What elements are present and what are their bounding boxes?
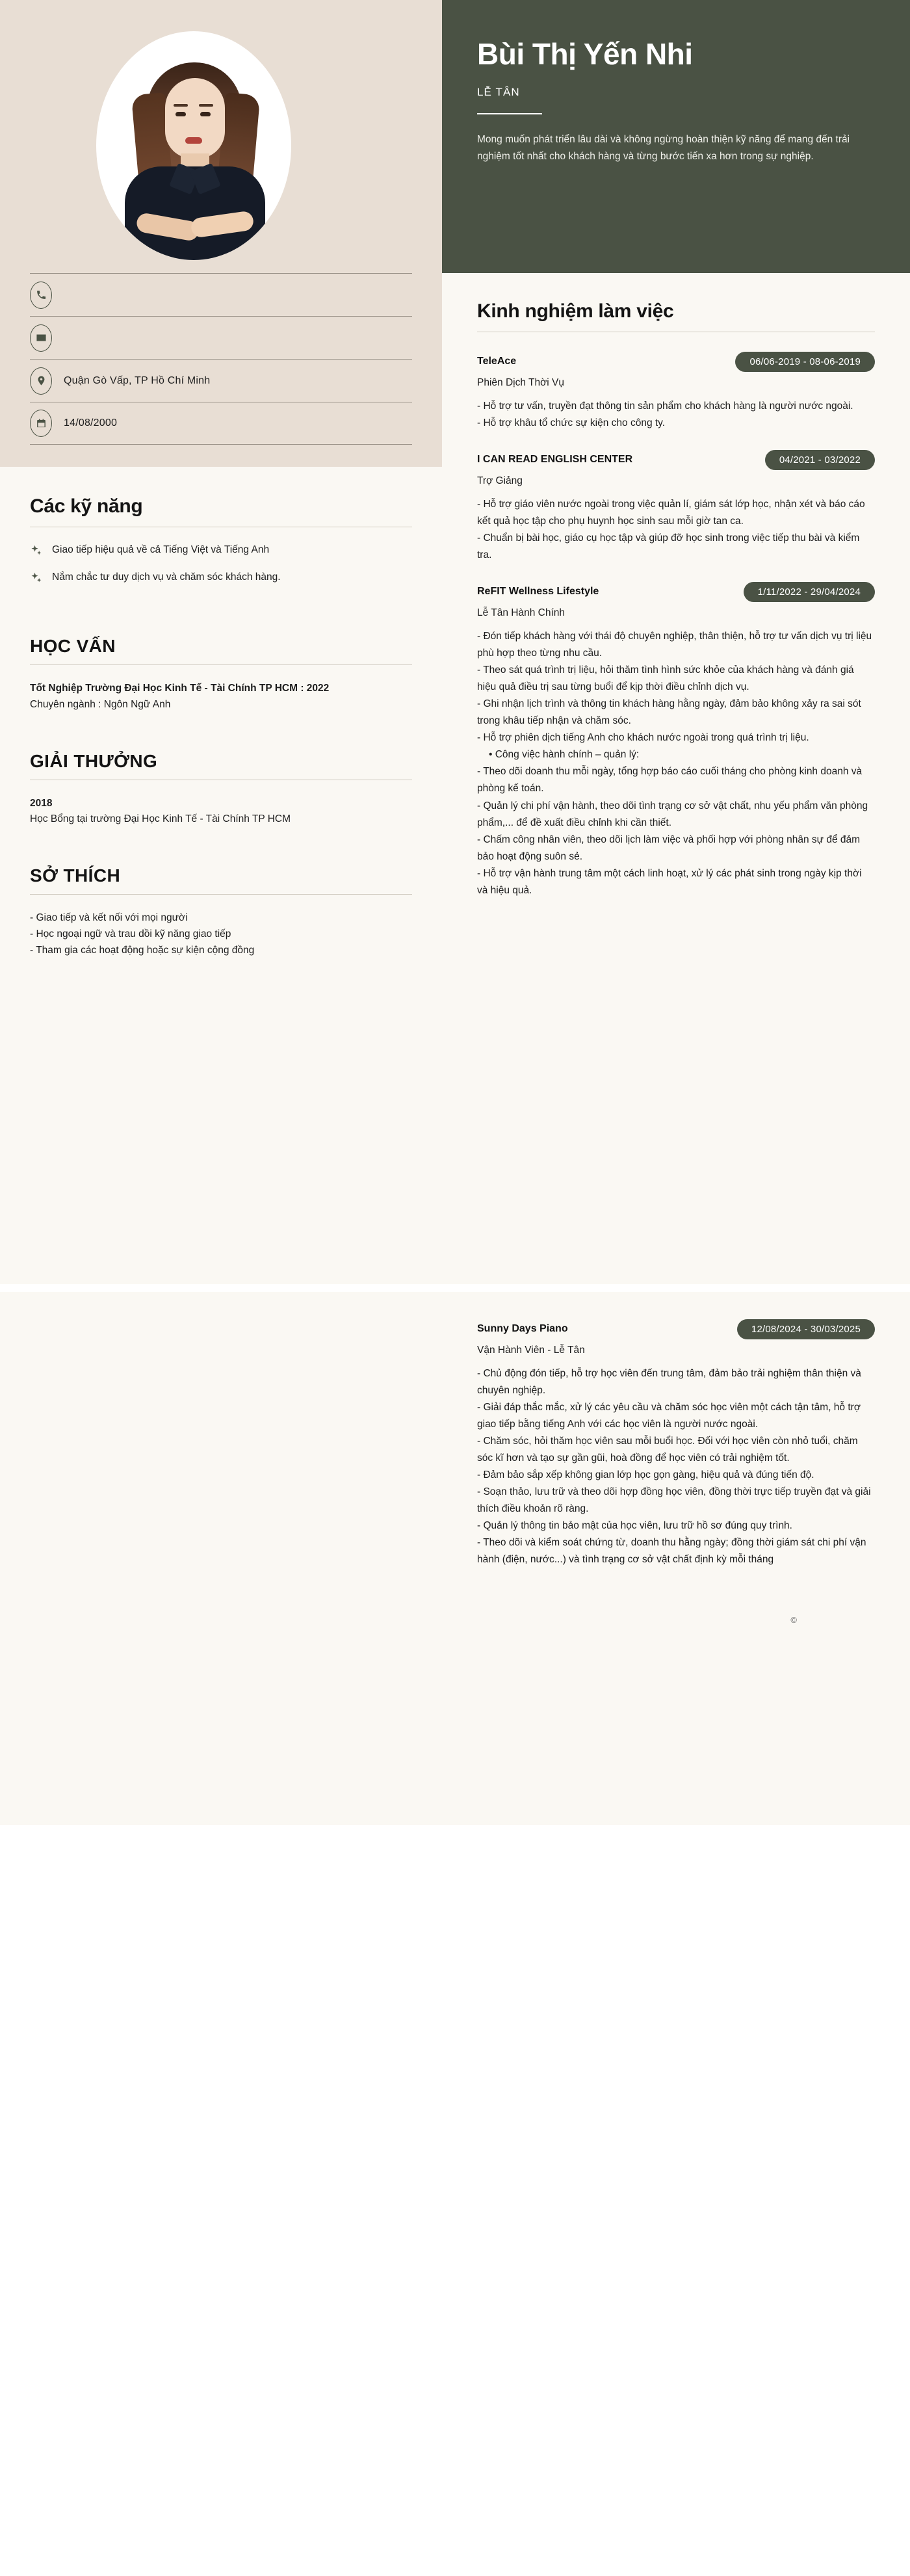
main-column: [442, 0, 910, 1284]
job-title: LỄ TÂN: [477, 85, 520, 98]
responsibility-item: - Hỗ trợ vận hành trung tâm một cách linh hoạt, xử lý các phát sinh trong ngày kịp thời và hiệu quả.: [477, 867, 862, 896]
hobbies-heading: SỞ THÍCH: [30, 865, 121, 886]
spacer: [477, 1625, 875, 1664]
date-badge: 12/08/2024 - 30/03/2025: [737, 1319, 875, 1339]
responsibility-item: - Hỗ trợ giáo viên nước ngoài trong việc quản lí, giám sát lớp học, nhận xét và báo cáo kết quả học tập cho phụ huynh học sinh sau mỗi giờ tan ca.: [477, 499, 865, 527]
resume-page-1: [0, 0, 910, 1284]
education-heading: HỌC VẤN: [30, 635, 116, 656]
company-name: TeleAce: [477, 356, 517, 367]
hobby-item: - Học ngoại ngữ và trau dồi kỹ năng giao tiếp: [30, 928, 231, 940]
position-title: Phiên Dịch Thời Vụ: [477, 377, 564, 388]
responsibility-item: - Hỗ trợ khâu tổ chức sự kiện cho công ty.: [477, 417, 666, 429]
responsibility-item: - Hỗ trợ tư vấn, truyền đạt thông tin sản phẩm cho khách hàng là người nước ngoài.: [477, 401, 853, 412]
experience-heading: Kinh nghiệm làm việc: [477, 300, 674, 322]
responsibility-item: - Giải đáp thắc mắc, xử lý các yêu cầu và chăm sóc học viên một cách tận tâm, hỗ trợ giao tiếp bằng tiếng Anh với các học viên là người nước ngoài.: [477, 1402, 861, 1430]
skills-section: [0, 467, 442, 585]
header-divider: [477, 113, 542, 114]
responsibility-item: - Hỗ trợ phiên dịch tiếng Anh cho khách nước ngoài trong quá trình trị liệu.: [477, 732, 809, 744]
spacer: [0, 828, 442, 865]
hobbies-section: [0, 865, 442, 958]
experience-item: [477, 450, 875, 564]
position-title: Vận Hành Viên - Lễ Tân: [477, 1345, 585, 1356]
education-section: [0, 636, 442, 713]
position-title: Lễ Tân Hành Chính: [477, 607, 566, 619]
experience-section: [442, 273, 910, 943]
eye-left: [176, 112, 186, 116]
lips: [185, 137, 202, 144]
contact-row-address: [30, 359, 412, 402]
page-background-tail: [0, 1825, 910, 2576]
experience-item-header: [477, 352, 875, 372]
awards-heading: GIẢI THƯỞNG: [30, 750, 158, 771]
responsibility-item: - Chấm công nhân viên, theo dõi lịch làm việc và phối hợp với phòng nhân sự để đảm bảo hoạt động suôn sẻ.: [477, 834, 861, 862]
skills-heading: Các kỹ năng: [30, 495, 143, 517]
experience-item: [477, 582, 875, 899]
responsibility-item: - Theo dõi doanh thu mỗi ngày, tổng hợp báo cáo cuối tháng cho phòng kinh doanh và phòng kế toán.: [477, 766, 863, 795]
resume-page-2: [0, 1292, 910, 1825]
list-item: [30, 543, 412, 557]
page-break: [0, 1284, 910, 1292]
experience-item-header: [477, 582, 875, 602]
address-value: Quận Gò Vấp, TP Hồ Chí Minh: [64, 375, 211, 386]
responsibility-list: [477, 1365, 875, 1568]
award-detail: Học Bổng tại trường Đại Học Kinh Tế - Tài Chính TP HCM: [30, 813, 291, 825]
responsibility-item: - Theo dõi và kiểm soát chứng từ, doanh thu hằng ngày; đồng thời giám sát chi phí vận hành (điện, nước...) và tình trạng cơ sở vật chất định kỳ mỗi tháng: [477, 1537, 866, 1566]
education-major: Chuyên ngành : Ngôn Ngữ Anh: [30, 698, 171, 710]
skill-text: Nắm chắc tư duy dịch vụ và chăm sóc khách hàng.: [52, 572, 281, 583]
responsibility-item: - Quản lý thông tin bảo mật của học viên, lưu trữ hồ sơ đúng quy trình.: [477, 1520, 792, 1532]
responsibility-list: [477, 398, 875, 432]
experience-item-header: [477, 450, 875, 470]
responsibility-item: - Đảm bảo sắp xếp không gian lớp học gọn gàng, hiệu quả và đúng tiến độ.: [477, 1469, 814, 1481]
hobbies-divider: [30, 894, 412, 895]
contact-list: [0, 273, 442, 467]
list-item: [30, 570, 412, 585]
sparkle-icon: [30, 544, 43, 557]
skill-text: Giao tiếp hiệu quả về cả Tiếng Việt và Tiếng Anh: [52, 544, 270, 555]
photo-band: [0, 0, 442, 273]
date-badge: 1/11/2022 - 29/04/2024: [744, 582, 875, 602]
calendar-icon: [30, 410, 52, 437]
responsibility-item: - Soạn thảo, lưu trữ và theo dõi hợp đồng học viên, đồng thời trực tiếp truyền đạt và giải thích điều khoản rõ ràng.: [477, 1486, 871, 1515]
copyright-mark: ©: [790, 1615, 797, 1625]
hobby-item: - Giao tiếp và kết nối với mọi người: [30, 912, 188, 924]
responsibility-list: [477, 496, 875, 564]
eyebrow-right: [199, 104, 213, 107]
birthdate-value: 14/08/2000: [64, 417, 118, 428]
company-name: I CAN READ ENGLISH CENTER: [477, 454, 633, 466]
location-pin-icon: [30, 367, 52, 395]
date-badge: 04/2021 - 03/2022: [765, 450, 875, 470]
hobby-item: - Tham gia các hoạt động hoặc sự kiện cộng đồng: [30, 944, 255, 956]
contact-row-birthdate: [30, 402, 412, 445]
experience-item: [477, 1319, 875, 1568]
responsibility-item: - Chuẩn bị bài học, giáo cụ học tập và giúp đỡ học sinh trong việc tiếp thu bài và kiểm tra.: [477, 532, 860, 561]
profile-summary: Mong muốn phát triển lâu dài và không ngừng hoàn thiện kỹ năng để mang đến trải nghiệm tốt nhất cho khách hàng và từng bước tiến xa hơn trong sự nghiệp.: [477, 133, 850, 163]
responsibility-list: [477, 628, 875, 899]
position-title: Trợ Giảng: [477, 475, 523, 487]
company-name: Sunny Days Piano: [477, 1323, 568, 1334]
experience-section-continued: [442, 1292, 910, 1690]
portrait-illustration: [96, 31, 291, 260]
contact-row-phone: [30, 273, 412, 316]
spacer: [0, 598, 442, 636]
experience-item: [477, 352, 875, 432]
awards-section: [0, 751, 442, 828]
date-badge: 06/06-2019 - 08-06-2019: [735, 352, 875, 372]
responsibility-item: - Chủ động đón tiếp, hỗ trợ học viên đến trung tâm, đảm bảo trải nghiệm thân thiện và chuyên nghiệp.: [477, 1368, 861, 1397]
page-title: Bùi Thị Yến Nhi: [477, 37, 693, 71]
responsibility-item: - Đón tiếp khách hàng với thái độ chuyên nghiệp, thân thiện, hỗ trợ tư vấn dịch vụ trị liệu phù hợp theo từng nhu cầu.: [477, 631, 872, 659]
sidebar-column-page2: [0, 1292, 442, 1825]
eye-right: [200, 112, 211, 116]
main-column-page2: [442, 1292, 910, 1825]
name-header: [442, 0, 910, 273]
responsibility-subheading: • Công việc hành chính – quản lý:: [489, 749, 640, 761]
spacer: [0, 713, 442, 751]
sidebar-column: [0, 0, 442, 1284]
sparkle-icon: [30, 572, 43, 585]
eyebrow-left: [174, 104, 188, 107]
education-degree: Tốt Nghiệp Trường Đại Học Kinh Tế - Tài Chính TP HCM : 2022: [30, 682, 330, 694]
responsibility-item: - Quản lý chi phí vận hành, theo dõi tình trạng cơ sở vật chất, nhu yếu phẩm văn phòng phẩm,... để đề xuất điều chỉnh khi cần thiết.: [477, 800, 868, 828]
education-divider: [30, 664, 412, 665]
envelope-icon: [30, 324, 52, 352]
responsibility-item: - Ghi nhận lịch trình và thông tin khách hàng hằng ngày, đảm bảo không xảy ra sai sót trong khâu tiếp nhận và chăm sóc.: [477, 698, 861, 727]
contact-row-email: [30, 316, 412, 359]
face: [165, 78, 225, 159]
phone-icon: [30, 282, 52, 309]
avatar: [96, 31, 291, 260]
company-name: ReFIT Wellness Lifestyle: [477, 586, 599, 598]
experience-item-header: [477, 1319, 875, 1339]
award-year: 2018: [30, 797, 53, 809]
responsibility-item: - Chăm sóc, hỏi thăm học viên sau mỗi buổi học. Đối với học viên còn nhỏ tuổi, chăm sóc kĩ hơn và tạo sự gần gũi, hoà đồng để học viên có trải nghiệm tốt.: [477, 1436, 858, 1464]
responsibility-item: - Theo sát quá trình trị liệu, hỏi thăm tình hình sức khỏe của khách hàng và đánh giá hiệu quả điều trị sau từng buổi để kịp thời điều chỉnh dịch vụ.: [477, 664, 854, 693]
